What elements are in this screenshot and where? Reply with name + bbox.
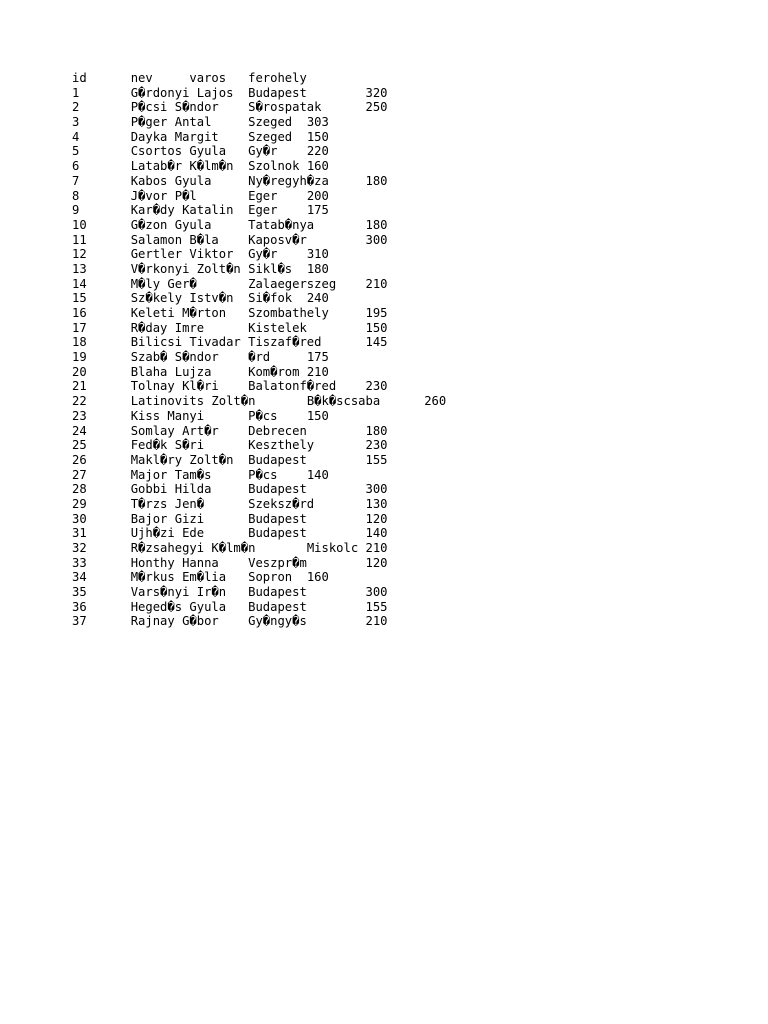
data-line: 32 R�zsahegyi K�lm�n Miskolc 210 xyxy=(72,541,388,555)
data-line: 7 Kabos Gyula Ny�regyh�za 180 xyxy=(72,173,388,188)
data-line: 18 Bilicsi Tivadar Tiszaf�red 145 xyxy=(72,335,388,350)
data-line: 22 Latinovits Zolt�n B�k�scsaba 260 xyxy=(72,394,447,409)
data-line: 34 M�rkus Em�lia Sopron 160 xyxy=(72,570,329,585)
data-line: 26 Makl�ry Zolt�n Budapest 155 xyxy=(72,452,388,467)
data-line: 3 P�ger Antal Szeged 303 xyxy=(72,115,329,130)
data-line: 15 Sz�kely Istv�n Si�fok 240 xyxy=(72,291,329,306)
data-line: 27 Major Tam�s P�cs 140 xyxy=(72,467,329,482)
data-line: 2 P�csi S�ndor S�rospatak 250 xyxy=(72,100,388,115)
data-line: 31 Ujh�zi Ede Budapest 140 xyxy=(72,526,388,541)
data-line: 28 Gobbi Hilda Budapest 300 xyxy=(72,482,388,497)
data-line: 37 Rajnay G�bor Gy�ngy�s 210 xyxy=(72,614,388,629)
data-line: 1 G�rdonyi Lajos Budapest 320 xyxy=(72,85,388,100)
data-line: 8 J�vor P�l Eger 200 xyxy=(72,188,329,203)
data-line: 23 Kiss Manyi P�cs 150 xyxy=(72,408,329,423)
data-line: 19 Szab� S�ndor �rd 175 xyxy=(72,350,329,365)
text-document xyxy=(72,71,446,629)
data-line: 17 R�day Imre Kistelek 150 xyxy=(72,320,388,335)
data-line: 5 Csortos Gyula Gy�r 220 xyxy=(72,144,329,159)
data-line: 20 Blaha Lujza Kom�rom 210 xyxy=(72,364,329,379)
data-line: 21 Tolnay Kl�ri Balatonf�red 230 xyxy=(72,379,388,394)
data-line: 29 T�rzs Jen� Szeksz�rd 130 xyxy=(72,496,388,511)
data-line: 24 Somlay Art�r Debrecen 180 xyxy=(72,423,388,438)
data-line: 12 Gertler Viktor Gy�r 310 xyxy=(72,247,329,262)
data-line: 16 Keleti M�rton Szombathely 195 xyxy=(72,306,388,320)
data-line: 10 G�zon Gyula Tatab�nya 180 xyxy=(72,217,388,232)
data-line: 35 Vars�nyi Ir�n Budapest 300 xyxy=(72,585,388,600)
data-line: 13 V�rkonyi Zolt�n Sikl�s 180 xyxy=(72,261,329,276)
data-line: 4 Dayka Margit Szeged 150 xyxy=(72,129,329,144)
data-line: 11 Salamon B�la Kaposv�r 300 xyxy=(72,232,388,247)
data-line: 36 Heged�s Gyula Budapest 155 xyxy=(72,599,388,614)
data-line: 30 Bajor Gizi Budapest 120 xyxy=(72,511,388,526)
data-line: 6 Latab�r K�lm�n Szolnok 160 xyxy=(72,159,329,174)
data-line: 33 Honthy Hanna Veszpr�m 120 xyxy=(72,555,388,570)
data-line: 25 Fed�k S�ri Keszthely 230 xyxy=(72,438,388,453)
data-line: 14 M�ly Ger� Zalaegerszeg 210 xyxy=(72,276,388,291)
header-line: id nev varos ferohely xyxy=(72,71,307,85)
data-line: 9 Kar�dy Katalin Eger 175 xyxy=(72,203,329,218)
